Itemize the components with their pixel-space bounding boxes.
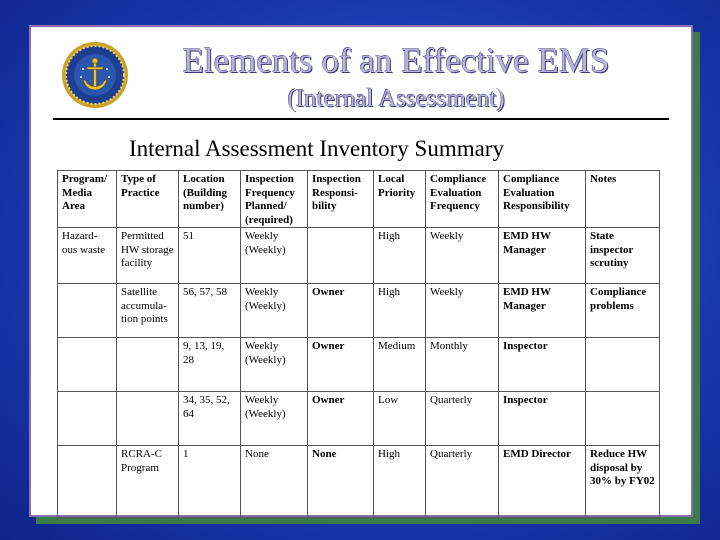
table-cell: Owner [308,338,374,392]
table-header-row [58,171,660,228]
table-cell: Owner [308,392,374,446]
table-cell: Weekly (Weekly) [241,338,308,392]
column-header: Compliance Evaluation Frequency [426,171,499,228]
table-cell: EMD HW Manager [499,284,586,338]
title-divider [53,118,669,120]
table-cell: Quarterly [426,392,499,446]
table-cell: Weekly (Weekly) [241,284,308,338]
table-cell: 1 [179,446,241,518]
table-cell: Hazard-ous waste [58,228,117,284]
table-row [58,446,660,518]
table-cell [586,392,660,446]
table-row [58,228,660,284]
table-cell: Compliance problems [586,284,660,338]
table-cell: None [241,446,308,518]
table-cell: None [308,446,374,518]
column-header: Notes [586,171,660,228]
table-cell [58,284,117,338]
table-cell [586,338,660,392]
table-cell: Weekly [426,228,499,284]
column-header: Program/ Media Area [58,171,117,228]
column-header: Inspection Frequency Planned/ (required) [241,171,308,228]
table-cell: 56, 57, 58 [179,284,241,338]
column-header: Local Priority [374,171,426,228]
table-cell [117,392,179,446]
column-header: Type of Practice [117,171,179,228]
table-cell [308,228,374,284]
table-cell: High [374,284,426,338]
table-cell: 51 [179,228,241,284]
table-cell: Weekly (Weekly) [241,392,308,446]
table-cell: Reduce HW disposal by 30% by FY02 [586,446,660,518]
navy-seal-icon [61,41,129,109]
table-cell [58,446,117,518]
table-cell: 34, 35, 52, 64 [179,392,241,446]
inventory-table [57,170,660,518]
table-cell [58,338,117,392]
table-cell: Medium [374,338,426,392]
table-cell: Owner [308,284,374,338]
table-cell: Weekly (Weekly) [241,228,308,284]
table-row [58,392,660,446]
column-header: Compliance Evaluation Responsibility [499,171,586,228]
section-heading: Internal Assessment Inventory Summary [129,136,504,161]
table-cell: Monthly [426,338,499,392]
column-header: Inspection Responsi-bility [308,171,374,228]
table-cell: Satellite accumula-tion points [117,284,179,338]
table-cell: High [374,446,426,518]
slide-subtitle: (Internal Assessment) [287,85,505,112]
table-cell: Inspector [499,338,586,392]
inventory-table-container [57,170,661,518]
slide [29,25,693,517]
table-cell: Weekly [426,284,499,338]
table-row [58,338,660,392]
table-cell: State inspector scrutiny [586,228,660,284]
column-header: Location (Building number) [179,171,241,228]
table-cell: EMD Director [499,446,586,518]
slide-title: Elements of an Effective EMS [182,41,610,80]
table-row [58,284,660,338]
table-cell: RCRA-C Program [117,446,179,518]
table-cell [58,392,117,446]
table-cell: Quarterly [426,446,499,518]
table-cell: EMD HW Manager [499,228,586,284]
table-cell: Inspector [499,392,586,446]
table-cell: 9, 13, 19, 28 [179,338,241,392]
table-cell [117,338,179,392]
table-cell: Low [374,392,426,446]
table-cell: High [374,228,426,284]
table-cell: Permitted HW storage facility [117,228,179,284]
